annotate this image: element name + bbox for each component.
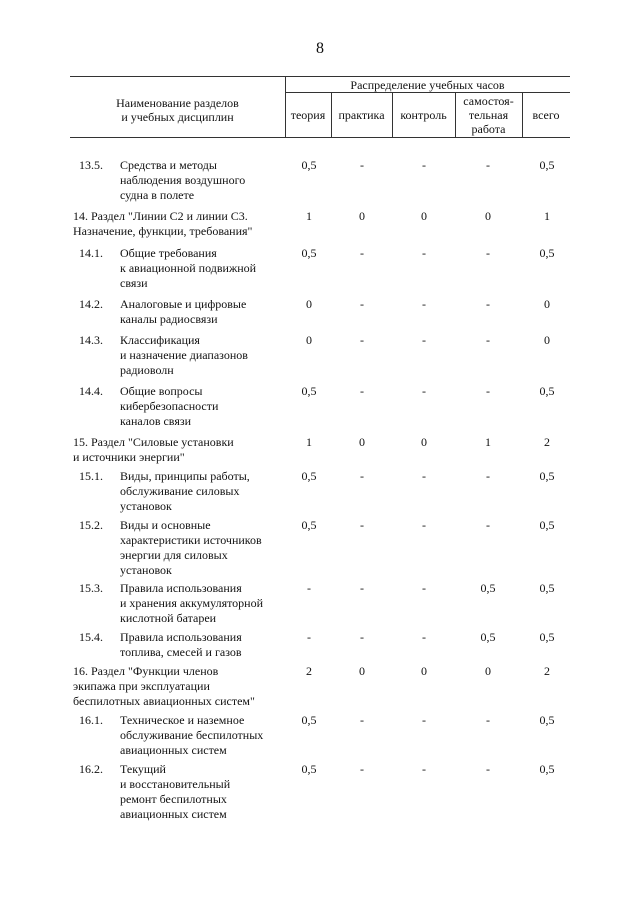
cell-teoriya: 0,5 bbox=[301, 158, 317, 172]
cell-vsego: 0,5 bbox=[539, 518, 555, 532]
cell-teoriya: 1 bbox=[306, 435, 312, 449]
cell-samostoyatelnaya: - bbox=[486, 384, 490, 398]
cell-samostoyatelnaya: - bbox=[486, 469, 490, 483]
discipline-title bbox=[120, 518, 290, 578]
title-line: Виды, принципы работы, bbox=[120, 469, 250, 483]
cell-vsego: 0,5 bbox=[539, 246, 555, 260]
title-line: каналы радиосвязи bbox=[120, 312, 218, 326]
title-line: установок bbox=[120, 499, 172, 513]
title-line: и восстановительный bbox=[120, 777, 231, 791]
cell-kontrol: 0 bbox=[421, 664, 427, 678]
cell-teoriya: - bbox=[307, 581, 311, 595]
cell-vsego: 0,5 bbox=[539, 469, 555, 483]
title-line: ремонт беспилотных bbox=[120, 792, 227, 806]
cell-praktika: - bbox=[360, 384, 364, 398]
cell-samostoyatelnaya: - bbox=[486, 518, 490, 532]
title-line: обслуживание силовых bbox=[120, 484, 240, 498]
section-title bbox=[73, 664, 288, 709]
header-col-vsego: всего bbox=[532, 108, 560, 122]
title-line: Техническое и наземное bbox=[120, 713, 245, 727]
title-line: энергии для силовых bbox=[120, 548, 228, 562]
title-line: авиационных систем bbox=[120, 743, 227, 757]
title-line: кибербезопасности bbox=[120, 399, 219, 413]
cell-teoriya: 1 bbox=[306, 209, 312, 223]
row-number: 16.2. bbox=[79, 762, 103, 776]
cell-kontrol: - bbox=[422, 630, 426, 644]
cell-samostoyatelnaya: - bbox=[486, 297, 490, 311]
title-line: обслуживание беспилотных bbox=[120, 728, 264, 742]
cell-teoriya: - bbox=[307, 630, 311, 644]
row-number: 15.1. bbox=[79, 469, 103, 483]
title-line: Классификация bbox=[120, 333, 200, 347]
cell-praktika: - bbox=[360, 158, 364, 172]
cell-teoriya: 0 bbox=[306, 297, 312, 311]
row-number: 14.4. bbox=[79, 384, 103, 398]
cell-samostoyatelnaya: - bbox=[486, 246, 490, 260]
cell-samostoyatelnaya: 1 bbox=[485, 435, 491, 449]
cell-kontrol: - bbox=[422, 333, 426, 347]
row-number: 14.3. bbox=[79, 333, 103, 347]
cell-kontrol: - bbox=[422, 713, 426, 727]
cell-praktika: - bbox=[360, 246, 364, 260]
row-number: 13.5. bbox=[79, 158, 103, 172]
row-number: 16.1. bbox=[79, 713, 103, 727]
discipline-title bbox=[120, 713, 290, 758]
title-line: Виды и основные bbox=[120, 518, 211, 532]
title-line: Назначение, функции, требования" bbox=[73, 224, 253, 238]
title-line: наблюдения воздушного bbox=[120, 173, 246, 187]
title-line: 16. Раздел "Функции членов bbox=[73, 664, 219, 678]
title-line: Общие требования bbox=[120, 246, 217, 260]
discipline-title bbox=[120, 581, 290, 626]
header-col-teoriya: теория bbox=[290, 108, 326, 122]
discipline-title bbox=[120, 630, 290, 660]
title-line: Аналоговые и цифровые bbox=[120, 297, 247, 311]
title-line: и хранения аккумуляторной bbox=[120, 596, 264, 610]
cell-vsego: 1 bbox=[544, 209, 550, 223]
cell-kontrol: - bbox=[422, 158, 426, 172]
header-name-column: Наименование разделов и учебных дисциплин bbox=[116, 96, 239, 124]
title-line: 14. Раздел "Линии С2 и линии С3. bbox=[73, 209, 248, 223]
cell-samostoyatelnaya: 0 bbox=[485, 664, 491, 678]
title-line: Средства и методы bbox=[120, 158, 217, 172]
cell-vsego: 0,5 bbox=[539, 762, 555, 776]
header-top-rule bbox=[70, 76, 570, 77]
cell-teoriya: 0 bbox=[306, 333, 312, 347]
cell-kontrol: 0 bbox=[421, 435, 427, 449]
cell-vsego: 0 bbox=[544, 297, 550, 311]
discipline-title bbox=[120, 762, 290, 822]
cell-praktika: - bbox=[360, 469, 364, 483]
cell-praktika: - bbox=[360, 630, 364, 644]
title-line: Общие вопросы bbox=[120, 384, 203, 398]
cell-samostoyatelnaya: 0,5 bbox=[480, 630, 496, 644]
cell-vsego: 0 bbox=[544, 333, 550, 347]
cell-kontrol: - bbox=[422, 762, 426, 776]
cell-praktika: - bbox=[360, 762, 364, 776]
cell-vsego: 0,5 bbox=[539, 384, 555, 398]
title-line: Правила использования bbox=[120, 630, 242, 644]
cell-vsego: 2 bbox=[544, 664, 550, 678]
discipline-title bbox=[120, 246, 290, 291]
title-line: 15. Раздел "Силовые установки bbox=[73, 435, 234, 449]
title-line: каналов связи bbox=[120, 414, 191, 428]
discipline-title bbox=[120, 469, 290, 514]
title-line: кислотной батареи bbox=[120, 611, 217, 625]
cell-praktika: - bbox=[360, 713, 364, 727]
header-bottom-rule bbox=[70, 137, 570, 138]
cell-vsego: 0,5 bbox=[539, 158, 555, 172]
discipline-title bbox=[120, 297, 290, 327]
page-number: 8 bbox=[316, 40, 324, 57]
cell-praktika: 0 bbox=[359, 435, 365, 449]
cell-kontrol: - bbox=[422, 469, 426, 483]
cell-kontrol: - bbox=[422, 384, 426, 398]
title-line: Текущий bbox=[120, 762, 166, 776]
cell-samostoyatelnaya: - bbox=[486, 158, 490, 172]
cell-vsego: 2 bbox=[544, 435, 550, 449]
cell-kontrol: - bbox=[422, 246, 426, 260]
cell-praktika: - bbox=[360, 297, 364, 311]
header-col-kontrol: контроль bbox=[400, 108, 447, 122]
title-line: экипажа при эксплуатации bbox=[73, 679, 210, 693]
title-line: и источники энергии" bbox=[73, 450, 185, 464]
discipline-title bbox=[120, 384, 290, 429]
header-group-title: Распределение учебных часов bbox=[350, 78, 505, 92]
cell-praktika: 0 bbox=[359, 209, 365, 223]
title-line: Правила использования bbox=[120, 581, 242, 595]
cell-kontrol: - bbox=[422, 518, 426, 532]
cell-samostoyatelnaya: - bbox=[486, 762, 490, 776]
title-line: к авиационной подвижной bbox=[120, 261, 257, 275]
header-col-praktika: практика bbox=[338, 108, 385, 122]
cell-kontrol: - bbox=[422, 581, 426, 595]
header-col-samostoyatelnaya: самостоя- тельная работа bbox=[463, 94, 514, 136]
cell-vsego: 0,5 bbox=[539, 713, 555, 727]
cell-teoriya: 0,5 bbox=[301, 384, 317, 398]
cell-teoriya: 0,5 bbox=[301, 469, 317, 483]
title-line: и назначение диапазонов bbox=[120, 348, 248, 362]
title-line: судна в полете bbox=[120, 188, 195, 202]
discipline-title bbox=[120, 158, 290, 203]
cell-praktika: - bbox=[360, 581, 364, 595]
cell-samostoyatelnaya: - bbox=[486, 713, 490, 727]
row-number: 14.1. bbox=[79, 246, 103, 260]
title-line: характеристики источников bbox=[120, 533, 262, 547]
cell-vsego: 0,5 bbox=[539, 581, 555, 595]
title-line: беспилотных авиационных систем" bbox=[73, 694, 255, 708]
row-number: 15.2. bbox=[79, 518, 103, 532]
title-line: установок bbox=[120, 563, 172, 577]
section-title bbox=[73, 209, 288, 239]
cell-teoriya: 0,5 bbox=[301, 246, 317, 260]
row-number: 14.2. bbox=[79, 297, 103, 311]
cell-samostoyatelnaya: 0,5 bbox=[480, 581, 496, 595]
header-group-rule bbox=[285, 92, 570, 93]
row-number: 15.4. bbox=[79, 630, 103, 644]
cell-praktika: 0 bbox=[359, 664, 365, 678]
cell-praktika: - bbox=[360, 333, 364, 347]
title-line: связи bbox=[120, 276, 148, 290]
cell-kontrol: 0 bbox=[421, 209, 427, 223]
cell-samostoyatelnaya: - bbox=[486, 333, 490, 347]
row-number: 15.3. bbox=[79, 581, 103, 595]
section-title bbox=[73, 435, 288, 465]
cell-teoriya: 0,5 bbox=[301, 713, 317, 727]
title-line: радиоволн bbox=[120, 363, 174, 377]
cell-praktika: - bbox=[360, 518, 364, 532]
cell-vsego: 0,5 bbox=[539, 630, 555, 644]
cell-teoriya: 0,5 bbox=[301, 518, 317, 532]
cell-teoriya: 0,5 bbox=[301, 762, 317, 776]
cell-samostoyatelnaya: 0 bbox=[485, 209, 491, 223]
title-line: топлива, смесей и газов bbox=[120, 645, 242, 659]
title-line: авиационных систем bbox=[120, 807, 227, 821]
cell-kontrol: - bbox=[422, 297, 426, 311]
discipline-title bbox=[120, 333, 290, 378]
cell-teoriya: 2 bbox=[306, 664, 312, 678]
